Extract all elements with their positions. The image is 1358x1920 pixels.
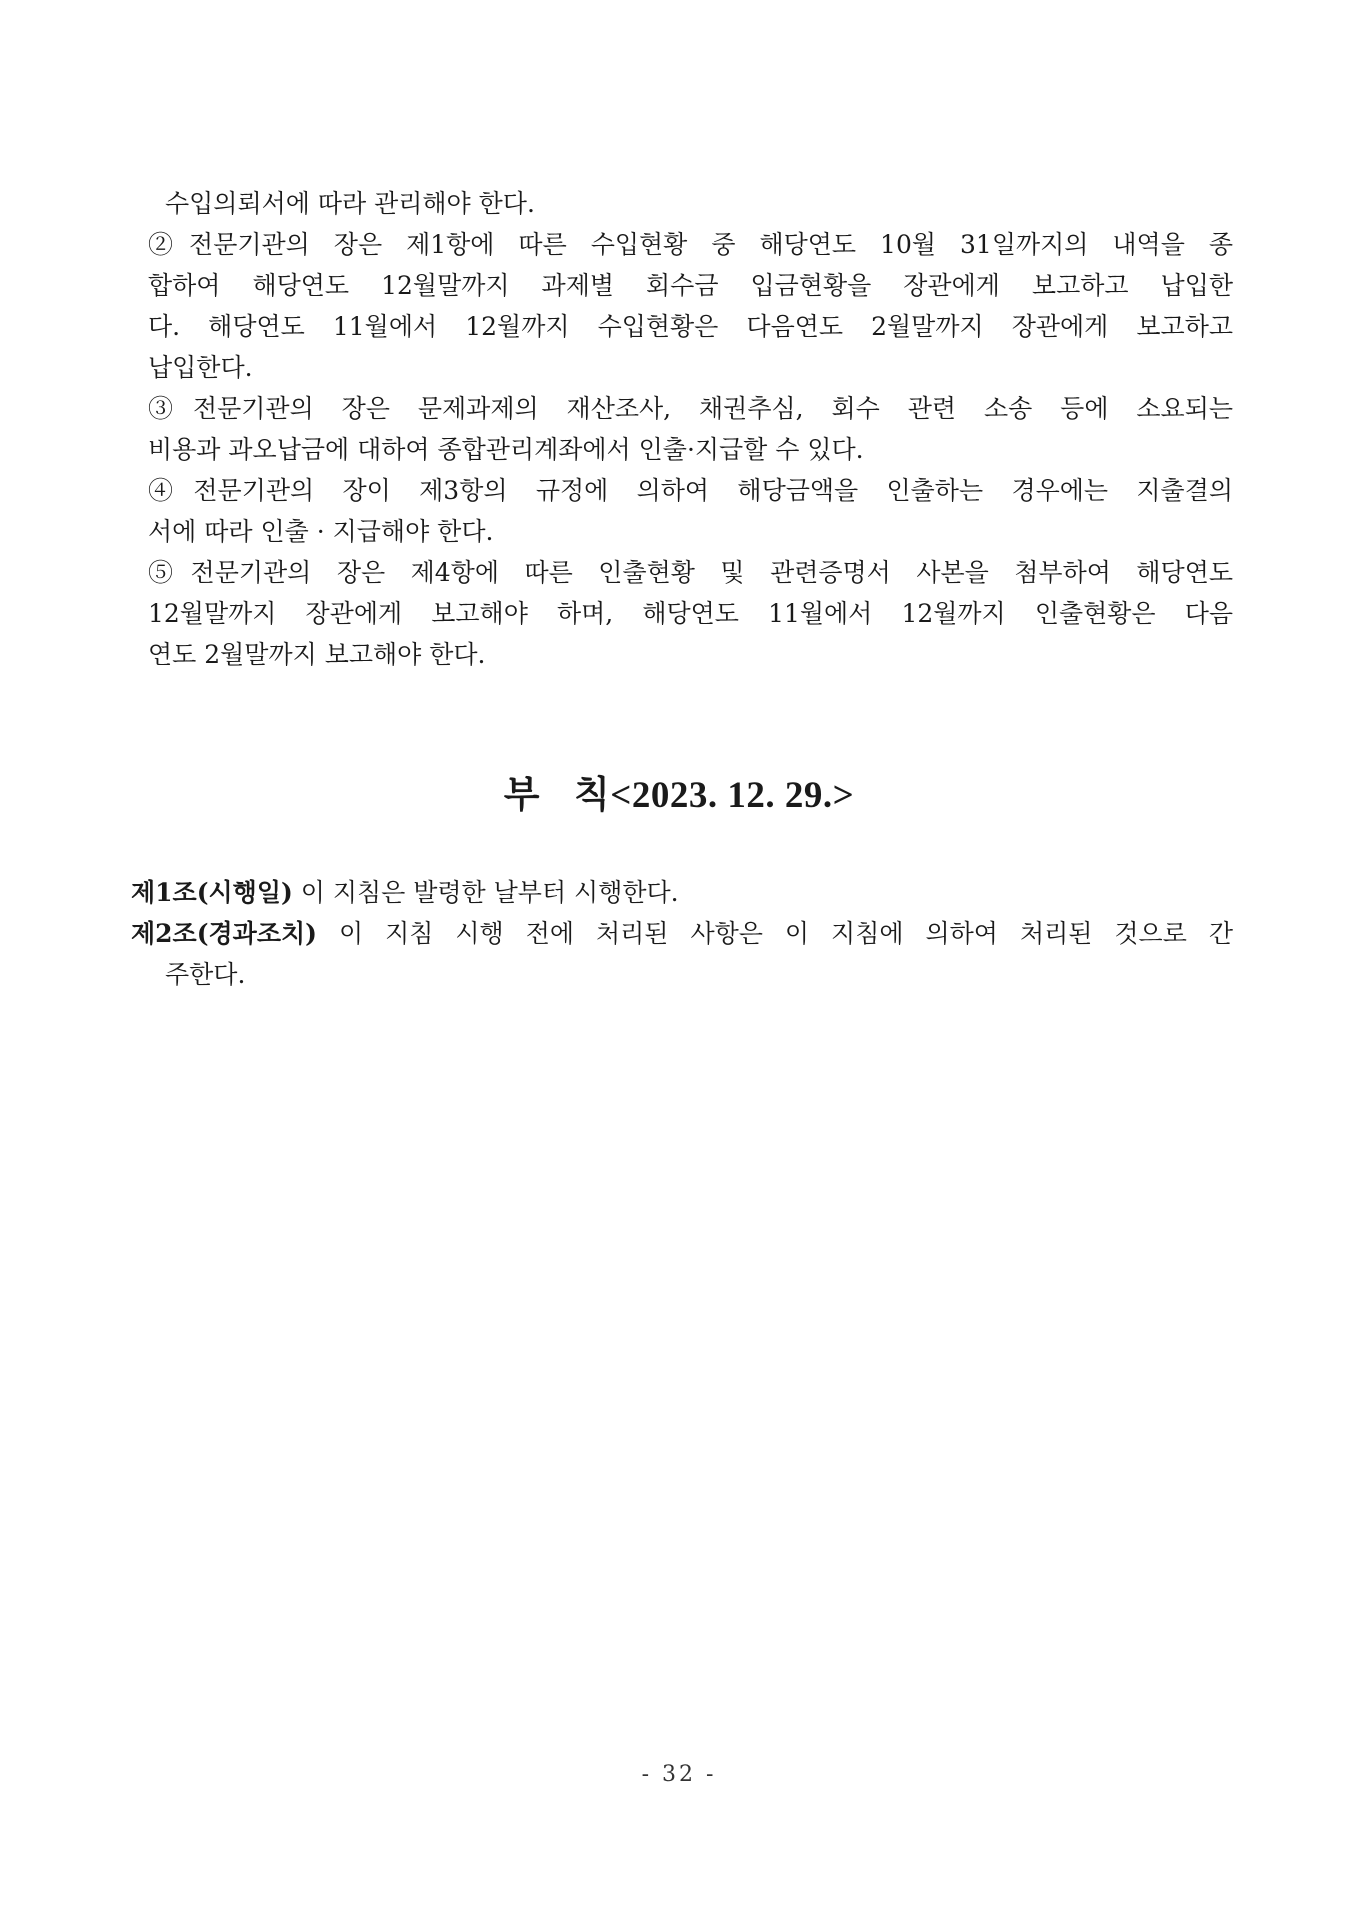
paragraph-line: ④전문기관의 장이 제3항의 규정에 의하여 해당금액을 인출하는 경우에는 지출결의 xyxy=(148,476,1233,505)
paragraph-line: ⑤전문기관의 장은 제4항에 따른 인출현황 및 관련증명서 사본을 첨부하여 해당연도 xyxy=(148,558,1233,587)
article-1-text: 이 지침은 발령한 날부터 시행한다. xyxy=(292,878,679,907)
paragraph-line: ③전문기관의 장은 문제과제의 재산조사, 채권추심, 회수 관련 소송 등에 소요되는 xyxy=(148,394,1233,423)
article-2-continuation: 주한다. xyxy=(165,960,246,989)
paragraph-line: 비용과 과오납금에 대하여 종합관리계좌에서 인출·지급할 수 있다. xyxy=(148,435,864,464)
paragraph-line: 서에 따라 인출 · 지급해야 한다. xyxy=(148,517,494,546)
article-2-text: 이 지침 시행 전에 처리된 사항은 이 지침에 의하여 처리된 것으로 간 xyxy=(316,919,1233,948)
paragraph-line: 수입의뢰서에 따라 관리해야 한다. xyxy=(165,189,535,218)
paragraph-line: 납입한다. xyxy=(148,353,253,382)
article-1 xyxy=(131,872,1233,913)
addendum-heading-date: 칙<2023. 12. 29.> xyxy=(574,775,855,816)
paragraph-line: 다. 해당연도 11월에서 12월까지 수입현황은 다음연도 2월말까지 장관에게 보고하고 xyxy=(148,312,1233,341)
paragraph-line: 합하여 해당연도 12월말까지 과제별 회수금 입금현황을 장관에게 보고하고 납입한 xyxy=(148,271,1233,300)
addendum-heading xyxy=(0,772,1358,820)
addendum-articles xyxy=(131,872,1233,995)
page-number: - 32 - xyxy=(641,1762,717,1787)
body-text xyxy=(148,183,1233,675)
paragraph-line: 12월말까지 장관에게 보고해야 하며, 해당연도 11월에서 12월까지 인출현황은 다음 xyxy=(148,599,1233,628)
article-1-title: 제1조(시행일) xyxy=(131,878,293,907)
article-2-title: 제2조(경과조치) xyxy=(131,919,317,948)
article-2 xyxy=(131,913,1233,954)
paragraph-line: 연도 2월말까지 보고해야 한다. xyxy=(148,640,486,669)
addendum-heading-bu: 부 xyxy=(503,775,541,816)
paragraph-line: ②전문기관의 장은 제1항에 따른 수입현황 중 해당연도 10월 31일까지의 내역을 종 xyxy=(148,230,1233,259)
